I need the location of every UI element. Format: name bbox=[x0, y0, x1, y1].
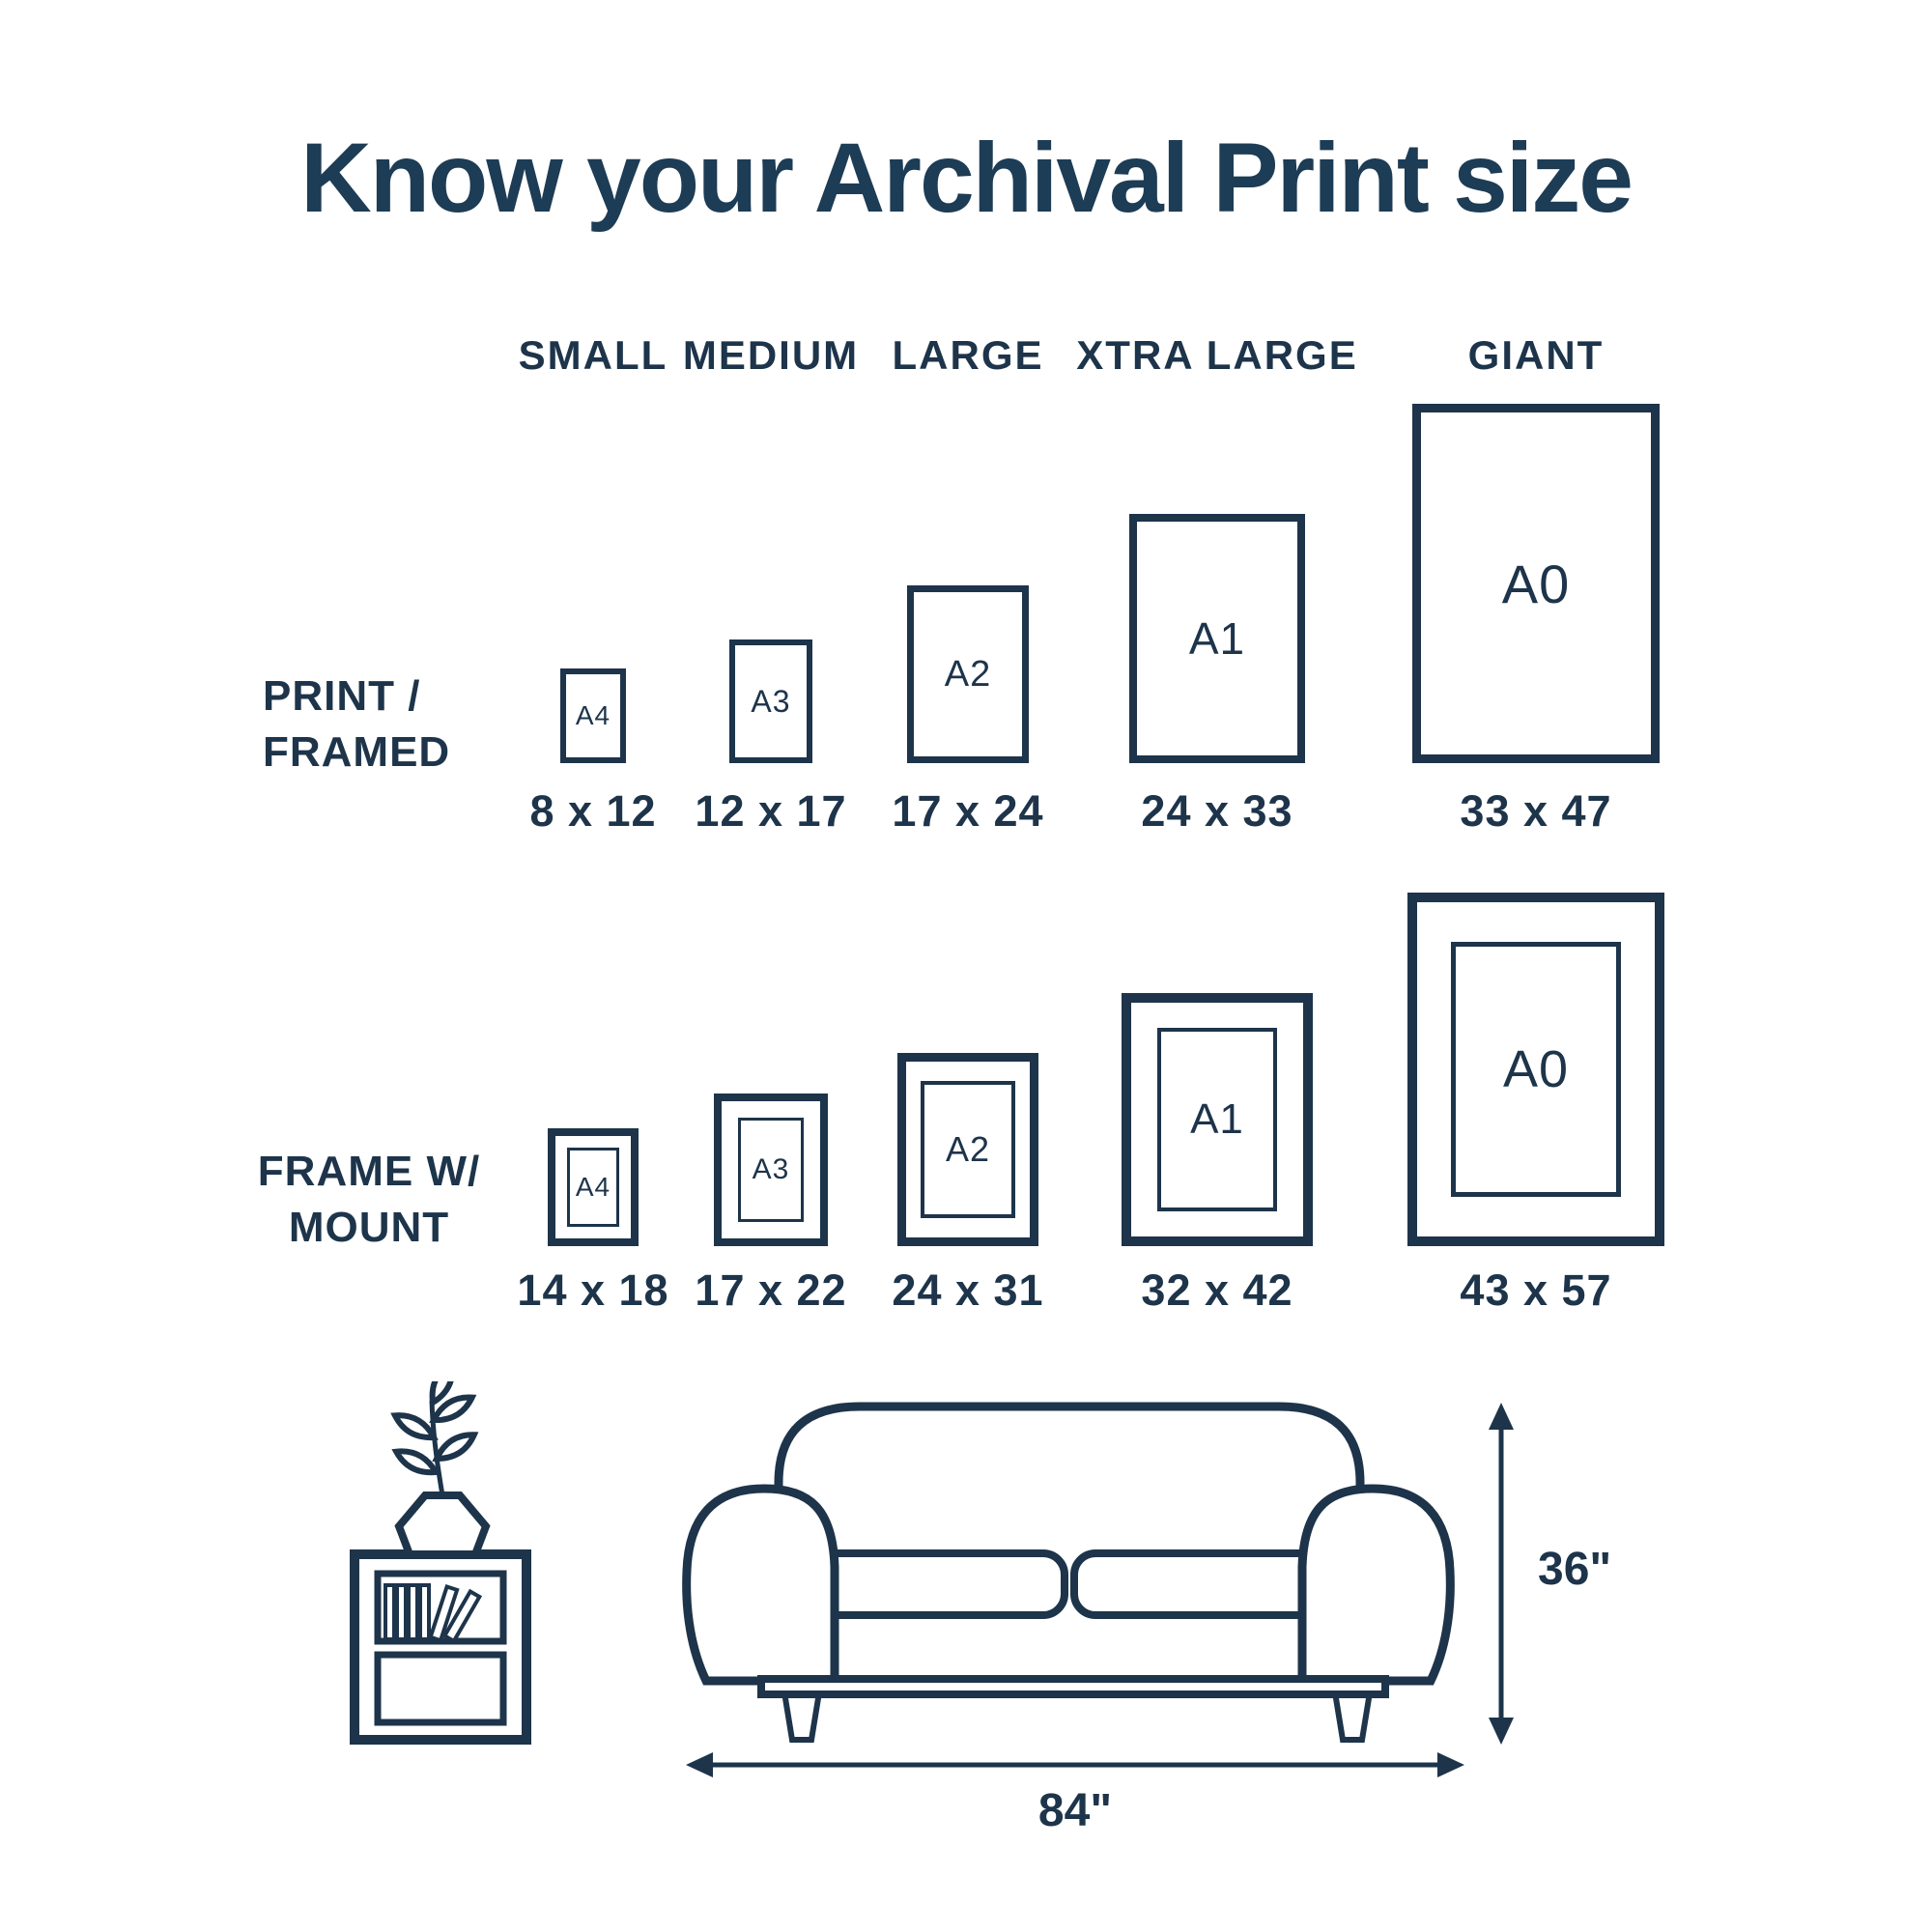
print-frame-a2-label: A2 bbox=[944, 653, 992, 695]
vase-icon bbox=[399, 1495, 486, 1554]
print-size-a4: 8 x 12 bbox=[529, 786, 657, 836]
width-arrow-icon bbox=[686, 1752, 1464, 1777]
print-size-a1: 24 x 33 bbox=[1141, 786, 1293, 836]
row-label-line: FRAMED bbox=[263, 728, 451, 777]
mount-frame-a0-label: A0 bbox=[1502, 1040, 1570, 1098]
mount-frame-a1-label: A1 bbox=[1190, 1095, 1244, 1143]
sofa-width-label: 84" bbox=[1037, 1785, 1113, 1836]
row-label-line: MOUNT bbox=[288, 1204, 450, 1252]
mount-size-a2: 24 x 31 bbox=[892, 1265, 1044, 1315]
column-header-large: LARGE bbox=[892, 332, 1044, 378]
mount-frame-a2-opening bbox=[921, 1081, 1015, 1218]
row-label-line: FRAME W/ bbox=[257, 1148, 481, 1195]
sofa-height-label: 36" bbox=[1538, 1544, 1612, 1595]
print-frame-a4 bbox=[560, 668, 626, 763]
print-frame-a3 bbox=[729, 639, 812, 763]
print-frame-a3-label: A3 bbox=[751, 683, 791, 719]
mount-frame-a4 bbox=[548, 1128, 639, 1246]
column-header-small: SMALL bbox=[518, 332, 668, 378]
height-arrow-icon bbox=[1489, 1403, 1514, 1745]
mount-size-a0: 43 x 57 bbox=[1460, 1265, 1612, 1315]
row-label-print-framed bbox=[263, 668, 450, 781]
mount-frame-a0-opening bbox=[1451, 942, 1621, 1197]
mount-frame-a4-label: A4 bbox=[575, 1172, 611, 1202]
side-table-icon bbox=[355, 1554, 526, 1740]
mount-frame-a1 bbox=[1122, 993, 1313, 1246]
print-frame-a0 bbox=[1412, 404, 1660, 763]
print-size-a3: 12 x 17 bbox=[695, 786, 847, 836]
page-title: Know your Archival Print size bbox=[300, 123, 1632, 233]
mount-size-a3: 17 x 22 bbox=[695, 1265, 847, 1315]
mount-frame-a3-opening bbox=[738, 1118, 804, 1222]
print-frame-a0-label: A0 bbox=[1501, 553, 1571, 614]
sofa-icon bbox=[687, 1406, 1451, 1740]
print-size-a0: 33 x 47 bbox=[1460, 786, 1612, 836]
mount-frame-a3 bbox=[714, 1094, 828, 1246]
print-frame-a1 bbox=[1129, 514, 1305, 763]
plant-icon bbox=[391, 1381, 486, 1554]
mount-size-a1: 32 x 42 bbox=[1141, 1265, 1293, 1315]
column-header-giant: GIANT bbox=[1467, 332, 1605, 378]
column-header-xtra-large: XTRA LARGE bbox=[1076, 332, 1358, 378]
print-frame-a4-label: A4 bbox=[575, 700, 611, 730]
mount-frame-a4-opening bbox=[567, 1148, 619, 1227]
room-scale-illustration bbox=[290, 1381, 1642, 1845]
row-label-frame-mount bbox=[243, 1144, 495, 1256]
mount-frame-a2 bbox=[897, 1053, 1038, 1246]
print-frame-a2 bbox=[907, 585, 1029, 763]
print-frame-a1-label: A1 bbox=[1188, 613, 1246, 664]
mount-frame-a0 bbox=[1407, 893, 1664, 1246]
mount-frame-a1-opening bbox=[1157, 1028, 1277, 1211]
print-size-a2: 17 x 24 bbox=[892, 786, 1044, 836]
column-header-medium: MEDIUM bbox=[682, 332, 860, 378]
row-label-line: PRINT / bbox=[263, 672, 421, 720]
mount-frame-a2-label: A2 bbox=[945, 1129, 991, 1169]
mount-size-a4: 14 x 18 bbox=[517, 1265, 669, 1315]
mount-frame-a3-label: A3 bbox=[752, 1153, 790, 1185]
